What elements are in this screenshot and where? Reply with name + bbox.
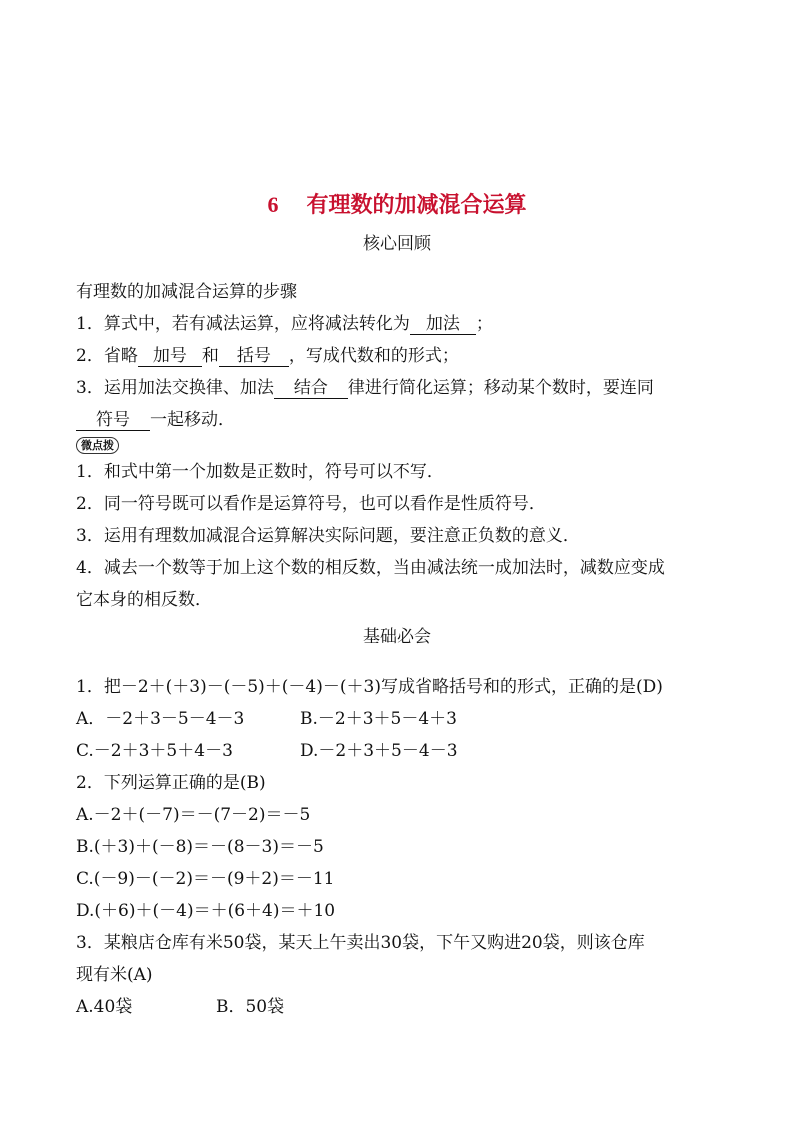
step-1-text: 1．算式中，若有减法运算，应将减法转化为 — [76, 314, 410, 334]
question-1-option-d: D.－2＋3＋5－4－3 — [300, 741, 458, 761]
title-number: 6 — [267, 192, 279, 217]
step-3 — [76, 377, 654, 399]
question-2: 2．下列运算正确的是(B) — [76, 773, 266, 793]
tip-2: 2．同一符号既可以看作是运算符号，也可以看作是性质符号． — [76, 494, 546, 514]
step-3-end: 律进行简化运算；移动某个数时，要连同 — [347, 378, 654, 398]
question-3-option-a: A.40袋 — [76, 997, 133, 1017]
section-basics-heading: 基础必会 — [363, 627, 431, 647]
step-3-text: 3．运用加法交换律、加法 — [76, 378, 274, 398]
step-2-mid: 和 — [201, 346, 219, 366]
question-1-option-b: B.－2＋3＋5－4＋3 — [300, 709, 457, 729]
step-3-continued-end: 一起移动． — [150, 410, 235, 430]
section-review-heading: 核心回顾 — [363, 234, 431, 254]
question-1: 1．把－2＋(＋3)－(－5)＋(－4)－(＋3)写成省略括号和的形式，正确的是(D) — [76, 677, 663, 697]
steps-heading: 有理数的加减混合运算的步骤 — [76, 282, 297, 302]
step-3-continued — [76, 409, 235, 431]
question-1-options-ab — [76, 708, 457, 730]
tip-4: 4．减去一个数等于加上这个数的相反数，当由减法统一成加法时，减数应变成 — [76, 558, 665, 578]
question-1-options-cd — [76, 740, 458, 762]
question-3: 3．某粮店仓库有米50袋，某天上午卖出30袋，下午又购进20袋，则该仓库 — [76, 933, 645, 953]
step-2-answer-2: 括号 — [219, 346, 289, 367]
question-1-option-a: A．－2＋3－5－4－3 — [76, 709, 245, 729]
tip-3: 3．运用有理数加减混合运算解决实际问题，要注意正负数的意义． — [76, 526, 580, 546]
step-2-end: ，写成代数和的形式； — [288, 346, 459, 366]
tip-4-continued: 它本身的相反数． — [76, 590, 212, 610]
step-2-answer-1: 加号 — [138, 346, 202, 367]
question-2-option-c: C.(－9)－(－2)＝－(9＋2)＝－11 — [76, 869, 335, 889]
step-3-answer: 结合 — [274, 378, 348, 399]
question-1-option-c: C.－2＋3＋5＋4－3 — [76, 741, 233, 761]
title-text: 有理数的加减混合运算 — [306, 193, 527, 218]
question-3-options — [76, 996, 284, 1018]
tip-1: 1．和式中第一个加数是正数时，符号可以不写． — [76, 462, 444, 482]
page-title — [0, 188, 794, 219]
step-3-answer-2: 符号 — [76, 410, 150, 431]
question-3-continued: 现有米(A) — [76, 965, 153, 985]
question-2-option-a: A.－2＋(－7)＝－(7－2)＝－5 — [76, 805, 311, 825]
question-3-option-b: B．50袋 — [216, 997, 285, 1017]
question-2-option-d: D.(＋6)＋(－4)＝＋(6＋4)＝＋10 — [76, 901, 336, 921]
step-1-end: ； — [475, 314, 493, 334]
step-2 — [76, 345, 459, 367]
question-2-option-b: B.(＋3)＋(－8)＝－(8－3)＝－5 — [76, 837, 324, 857]
tip-badge: 微点拨 — [76, 437, 119, 454]
step-1-answer: 加法 — [410, 314, 476, 335]
step-2-text: 2．省略 — [76, 346, 138, 366]
step-1 — [76, 313, 493, 335]
